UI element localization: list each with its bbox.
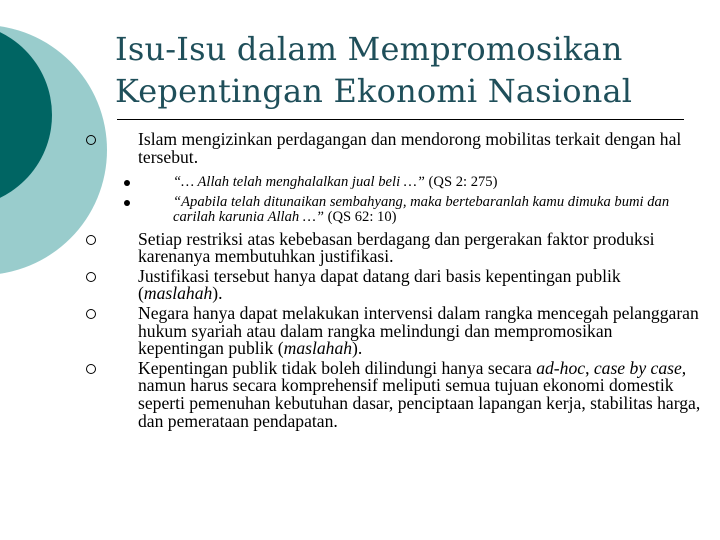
- bullet-emphasis: maslahah: [283, 338, 353, 359]
- quran-quote: “Apabila telah ditunaikan sembahyang, maka bertebaranlah kamu dimuka bumi dan carilah karunia Allah …”: [173, 193, 670, 226]
- bullet-text-start: Justifikasi tersebut hanya dapat datang dari basis kepentingan publik (: [138, 265, 621, 304]
- bullet-item: [0, 228, 720, 267]
- bullet-text-end: ).: [212, 283, 223, 304]
- slide-title-line2: Kepentingan Ekonomi Nasional: [115, 72, 633, 110]
- bullet-emphasis: ad-hoc: [536, 357, 586, 378]
- bullet-text-start: Kepentingan publik tidak boleh dilindungi hanya secara: [138, 357, 537, 378]
- bullet-text-end: ).: [352, 338, 363, 359]
- hollow-circle-bullet-icon: [86, 272, 96, 282]
- hollow-circle-bullet-icon: [86, 309, 96, 319]
- title-divider: [117, 119, 684, 120]
- bullet-item: [0, 265, 720, 304]
- bullet-item: [0, 305, 720, 358]
- bullet-text: Islam mengizinkan perdagangan dan mendorong mobilitas terkait dengan hal tersebut.: [138, 129, 682, 167]
- hollow-circle-bullet-icon: [86, 364, 96, 374]
- bullet-emphasis: case by case: [593, 357, 682, 378]
- bullet-text-middle: ,: [585, 357, 594, 378]
- hollow-circle-bullet-icon: [86, 235, 96, 245]
- sub-bullet-item: [0, 175, 720, 191]
- sub-bullet-item: [0, 195, 720, 226]
- bullet-text-end: , namun harus secara komprehensif meliputi semua tujuan ekonomi domestik seperti pemenuhan kebutuhan dasar, penciptaan lapangan kerja, stabilitas harga, dan pemerataan pendapatan.: [138, 357, 701, 431]
- slide-title: [115, 28, 705, 112]
- bullet-item: [0, 357, 720, 431]
- slide-content: [0, 131, 720, 432]
- bullet-item: [0, 131, 720, 166]
- quran-quote: “… Allah telah menghalalkan jual beli …”: [173, 174, 425, 191]
- bullet-text-start: Negara hanya dapat melakukan intervensi dalam rangka mencegah pelanggaran hukum syariah atau dalam rangka melindungi dan mempromosikan kepentingan publik (: [138, 303, 699, 359]
- hollow-circle-bullet-icon: [86, 135, 96, 145]
- sub-bullet-list: [0, 175, 720, 226]
- bullet-emphasis: maslahah: [143, 283, 213, 304]
- quran-reference: (QS 62: 10): [323, 209, 397, 226]
- slide-title-line1: Isu-Isu dalam Mempromosikan: [115, 30, 623, 68]
- bullet-text: Setiap restriksi atas kebebasan berdagang dan pergerakan faktor produksi karenanya membutuhkan justifikasi.: [138, 228, 655, 267]
- filled-dot-bullet-icon: [124, 180, 130, 186]
- quran-reference: (QS 2: 275): [424, 174, 498, 191]
- filled-dot-bullet-icon: [124, 200, 130, 206]
